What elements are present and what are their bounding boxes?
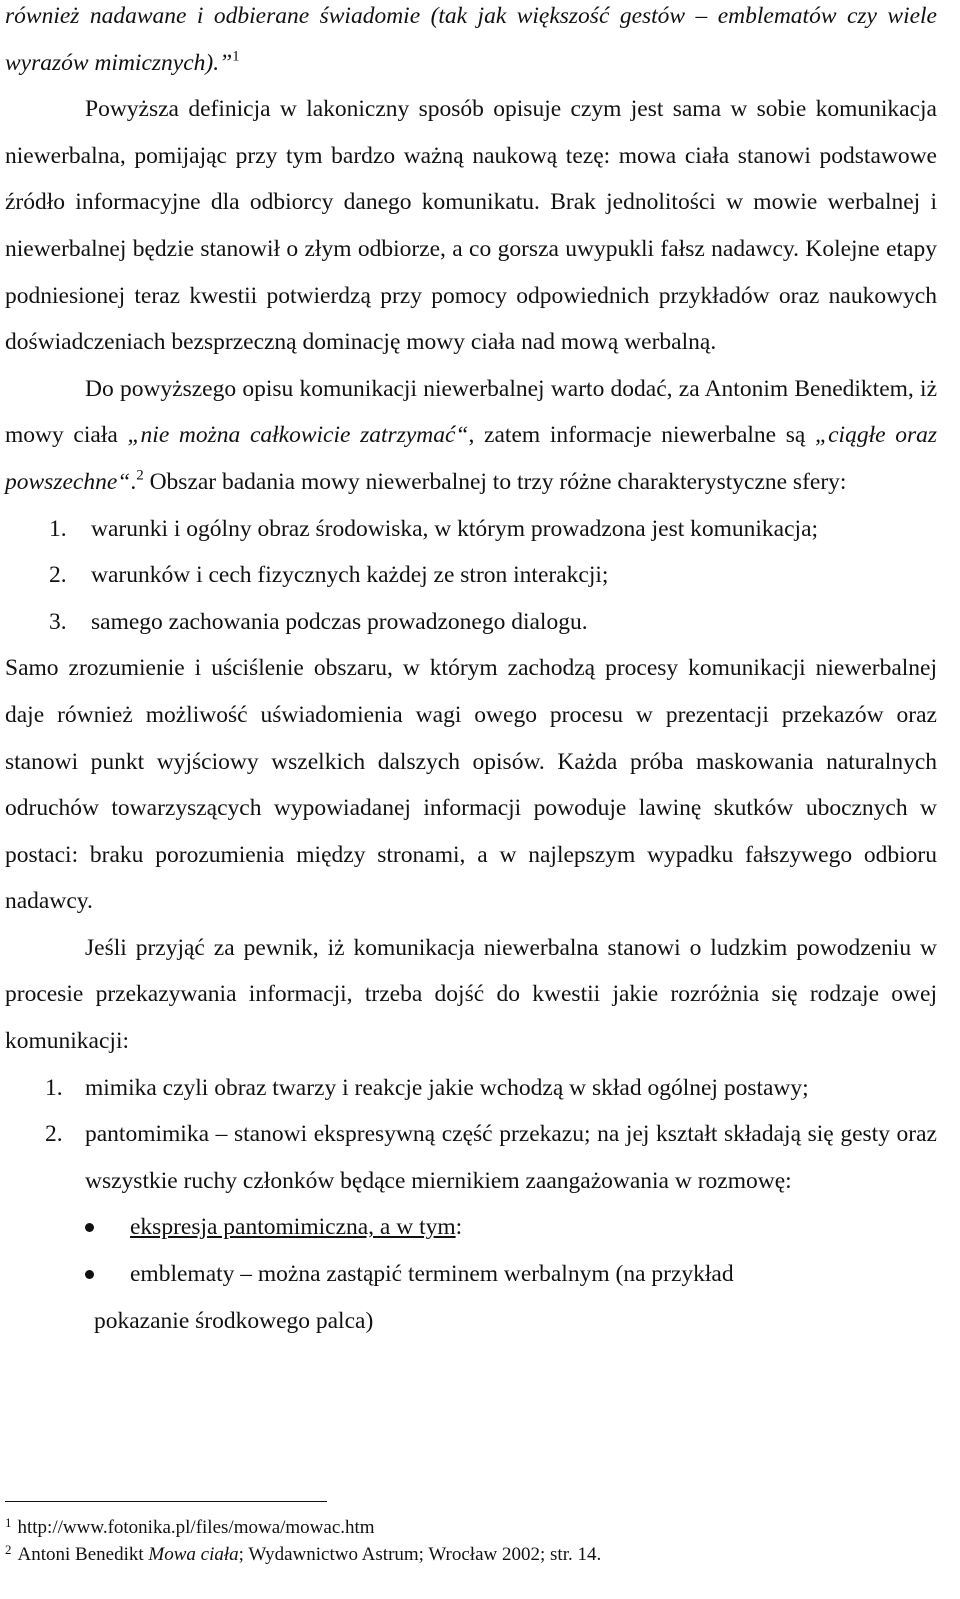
bullet-icon — [85, 1223, 94, 1232]
bullet-text: emblematy – można zastąpić terminem werbalnym (na przykład — [130, 1261, 734, 1288]
types-list — [5, 1065, 937, 1205]
list-item-text: mimika czyli obraz twarzy i reakcje jakie wchodzą w skład ogólnej postawy; — [85, 1074, 809, 1101]
footnote-1 — [5, 1514, 935, 1541]
paragraph-continuation — [5, 0, 937, 86]
list-item-text: pantomimika – stanowi ekspresywną część przekazu; na jej kształt składają się gesty oraz wszystkie ruchy członków będące miernikiem zaangażowania w rozmowę: — [85, 1121, 937, 1194]
footnote-number: 1 — [5, 1514, 12, 1530]
footnote-author: Antoni Benedikt — [17, 1544, 149, 1565]
quote-italic: „ciągłe oraz powszechne“ — [5, 422, 938, 495]
text-segment: . — [130, 468, 137, 495]
list-item-text: warunki i ogólny obraz środowiska, w którym prowadzona jest komunikacja; — [91, 515, 819, 542]
list-item — [5, 552, 937, 599]
paragraph-definition: Powyższa definicja w lakoniczny sposób opisuje czym jest sama w sobie komunikacja niewerbalna, pomijając przy tym bardzo ważną naukową tezę: mowa ciała stanowi podstawowe źródło informacyjne dla odbiorcy danego komunikatu. Brak jednolitości w mowie werbalnej i niewerbalnej będzie stanowił o złym odbiorze, a co gorsza uwypukli fałsz nadawcy. Kolejne etapy podniesionej teraz kwestii potwierdzą przy pomocy odpowiednich przykładów oraz naukowych doświadczeniach bezsprzeczną dominację mowy ciała nad mową werbalną. — [5, 96, 937, 356]
footnote-publisher: ; Wydawnictwo Astrum; Wrocław 2002; str. 14. — [238, 1544, 602, 1565]
quote-italic: „nie można całkowicie zatrzymać“ — [127, 422, 469, 449]
footnote-2 — [5, 1541, 935, 1568]
footnote-ref-1: 1 — [232, 48, 240, 65]
document-body — [5, 0, 937, 1344]
text-segment: Do powyższego opisu komunikacji niewerbalnej warto dodać, za Antonim Benediktem, iż mowy ciała — [5, 375, 937, 449]
footnotes — [5, 1514, 935, 1568]
list-item-text: samego zachowania podczas prowadzonego dialogu. — [91, 608, 588, 635]
footnote-link-text: http://www.fotonika.pl/files/mowa/mowac.htm — [17, 1517, 375, 1538]
list-item — [5, 1111, 937, 1204]
bullet-item — [5, 1251, 937, 1344]
pantomime-bullets — [5, 1204, 937, 1344]
text-segment: Obszar badania mowy niewerbalnej to trzy różne charakterystyczne sfery: — [143, 468, 847, 495]
paragraph-understanding: Samo zrozumienie i uściślenie obszaru, w którym zachodzą procesy komunikacji niewerbalnej daje również możliwość uświadomienia wagi owego procesu w prezentacji przekazów oraz stanowi punkt wyjściowy wszelkich dalszych opisów. Każda próba maskowania naturalnych odruchów towarzyszących wypowiadanej informacji powoduje lawinę skutków ubocznych w postaci: braku porozumienia między stronami, a w najlepszym wypadku fałszywego odbioru nadawcy. — [5, 655, 937, 915]
quote-continuation: również nadawane i odbierane świadomie (tak jak większość gestów – emblematów czy wiele wyrazów mimicznych).” — [5, 3, 937, 76]
bullet-icon — [85, 1270, 94, 1279]
bullet-underlined-text: ekspresja pantomimiczna, a w tym — [130, 1214, 456, 1241]
list-marker: 2. — [45, 1121, 63, 1148]
text-segment: , zatem informacje niewerbalne są — [468, 422, 816, 449]
list-marker: 2. — [49, 562, 67, 589]
list-item — [5, 1065, 937, 1112]
bullet-text-continuation: pokazanie środkowego palca) — [94, 1307, 374, 1334]
list-marker: 3. — [49, 608, 67, 635]
bullet-item — [5, 1204, 937, 1251]
footnote-book-title: Mowa ciała — [148, 1544, 239, 1565]
list-item — [5, 599, 937, 646]
spheres-list — [5, 506, 937, 646]
footnote-ref-2: 2 — [136, 467, 144, 484]
list-marker: 1. — [49, 515, 67, 542]
footnote-divider — [5, 1501, 327, 1502]
bullet-text: : — [455, 1214, 463, 1241]
list-marker: 1. — [45, 1074, 63, 1101]
list-item-text: warunków i cech fizycznych każdej ze stron interakcji; — [91, 562, 609, 589]
paragraph-benedikt — [5, 366, 937, 506]
list-item — [5, 506, 937, 553]
paragraph-types: Jeśli przyjąć za pewnik, iż komunikacja niewerbalna stanowi o ludzkim powodzeniu w procesie przekazywania informacji, trzeba dojść do kwestii jakie rozróżnia się rodzaje owej komunikacji: — [5, 934, 937, 1055]
footnote-number: 2 — [5, 1541, 12, 1557]
